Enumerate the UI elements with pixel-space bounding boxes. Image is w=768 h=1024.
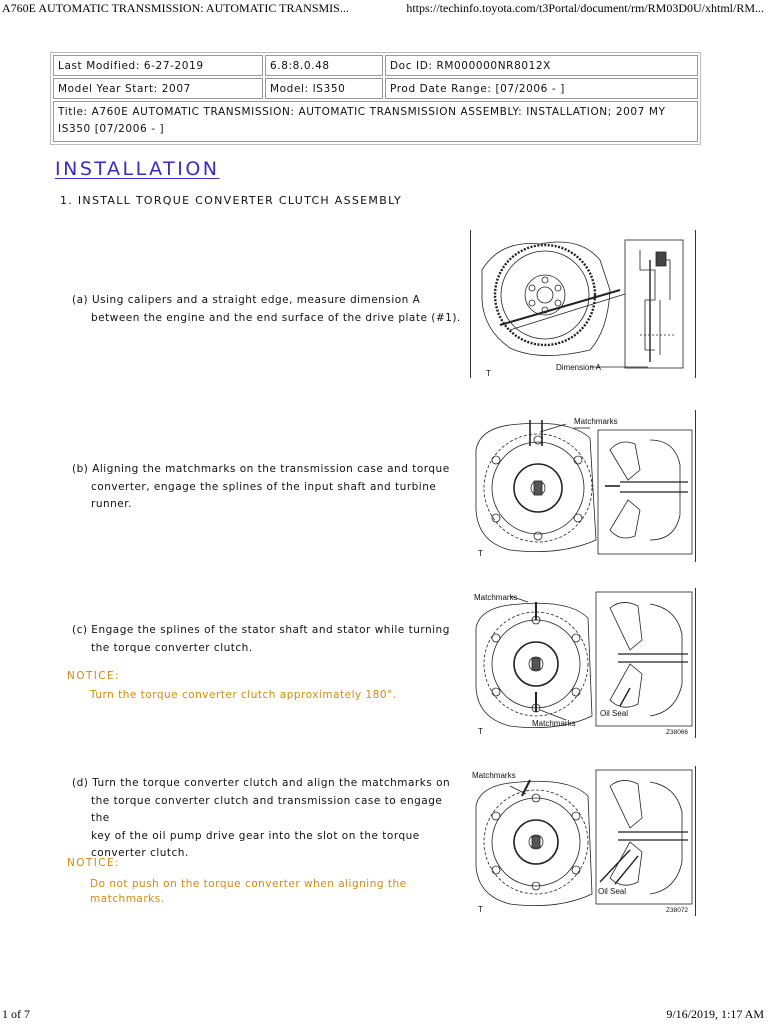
figure-label-matchmarks: Matchmarks [574,417,618,426]
figure-label-oil-seal: Oil Seal [600,709,629,718]
step-b-text [72,461,462,514]
figure-label: Dimension A [556,363,601,372]
step-c-line-1: (c) Engage the splines of the stator shaft and stator while turning [72,624,450,636]
step-d-text [72,775,462,863]
notice-label: NOTICE: [67,670,120,682]
figure-border-right [695,230,696,378]
notice-text: Do not push on the torque converter when aligning the matchmarks. [90,878,407,905]
step-d-line-4: converter clutch. [91,847,189,859]
figure-code: Z38072 [666,907,689,914]
figure-label-matchmarks: Matchmarks [474,593,518,602]
figure-label-matchmarks: Matchmarks [472,771,516,780]
notice-label: NOTICE: [67,857,120,869]
title-line-1: Title: A760E AUTOMATIC TRANSMISSION: AUTOMATIC TRANSMISSION ASSEMBLY: INSTALLATION; 2007 MY [58,106,666,118]
version-cell: 6.8:8.0.48 [265,55,383,76]
step-d-line-2: the torque converter clutch and transmission case to engage the [91,794,443,824]
print-footer [0,1006,768,1024]
step-d-line-1: (d) Turn the torque converter clutch and align the matchmarks on [72,777,451,789]
figure-label-matchmarks: Matchmarks [532,719,576,728]
step-b-line-3: runner. [91,498,132,510]
step-a-text [72,292,462,327]
step-d-line-3: key of the oil pump drive gear into the slot on the torque [91,829,420,842]
model-year-start-cell: Model Year Start: 2007 [53,78,263,99]
drive-plate-diagram-icon [470,230,696,378]
last-modified-cell: Last Modified: 6-27-2019 [53,55,263,76]
print-timestamp: 9/16/2019, 1:17 AM [666,1007,764,1021]
step-c-line-2: the torque converter clutch. [91,641,253,654]
figure-matchmarks-b [470,410,696,562]
figure-border-right [695,410,696,562]
print-header-title: A760E AUTOMATIC TRANSMISSION: AUTOMATIC TRANSMIS... [2,1,349,15]
page-number: 1 of 7 [2,1007,30,1021]
print-header-url[interactable]: https://techinfo.toyota.com/t3Portal/document/rm/RM03D0U/xhtml/RM... [406,1,764,15]
step-b-line-1: (b) Aligning the matchmarks on the transmission case and torque [72,463,450,475]
title-line-2: IS350 [07/2006 - ] [58,123,165,135]
step-b-line-2: converter, engage the splines of the input shaft and turbine [91,480,437,493]
torque-converter-diagram-icon [470,588,696,738]
figure-border-left [470,230,471,378]
torque-converter-diagram-icon [470,766,696,916]
figure-border-right [695,588,696,738]
figure-label-t: T [478,727,483,736]
figure-code: Z38066 [666,729,689,736]
document-meta-table [50,52,701,145]
prod-date-range-cell: Prod Date Range: [07/2006 - ] [385,78,698,99]
figure-label-oil-seal: Oil Seal [598,887,627,896]
doc-id-cell: Doc ID: RM000000NR8012X [385,55,698,76]
section-title: INSTALLATION [55,158,220,180]
figure-matchmarks-c [470,588,696,738]
figure-label-t: T [478,549,483,558]
figure-border-right [695,766,696,916]
step-c-text [72,622,462,657]
figure-matchmarks-d [470,766,696,916]
sub-title: 1. INSTALL TORQUE CONVERTER CLUTCH ASSEMBLY [60,194,403,207]
figure-label-t: T [478,905,483,914]
figure-label-t: T [486,369,491,378]
title-cell [53,101,698,142]
step-a-line-2: between the engine and the end surface of the drive plate (#1). [91,311,461,324]
torque-converter-diagram-icon [470,410,696,562]
notice-text: Turn the torque converter clutch approximately 180°. [90,689,397,701]
model-cell: Model: IS350 [265,78,383,99]
print-header [0,0,768,18]
figure-drive-plate [470,230,696,378]
step-a-line-1: (a) Using calipers and a straight edge, measure dimension A [72,294,421,306]
